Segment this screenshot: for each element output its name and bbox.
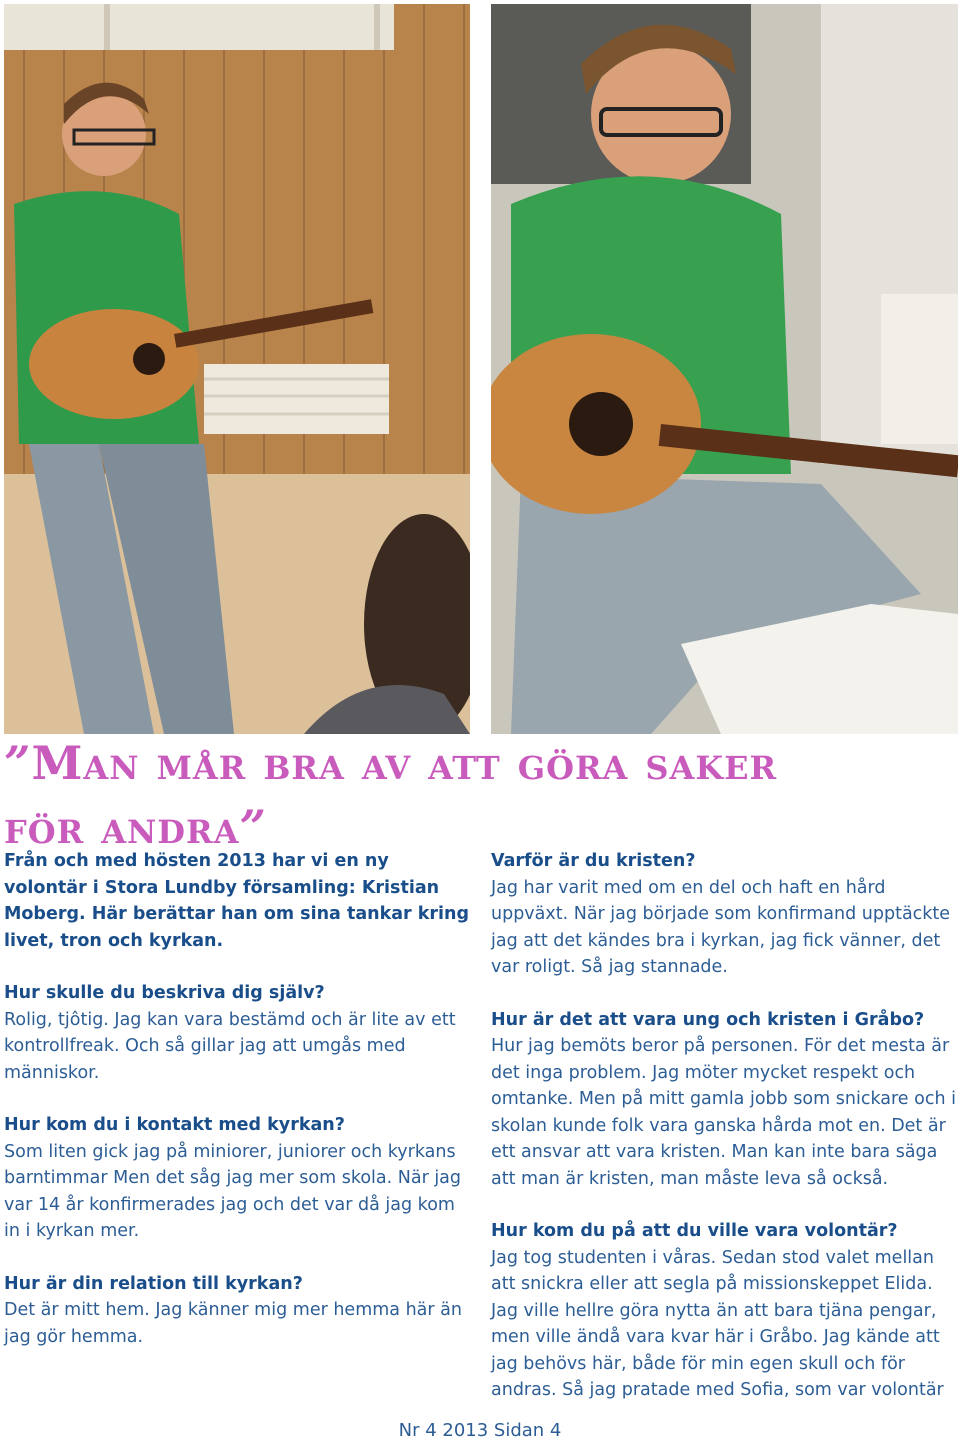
left-column xyxy=(4,848,470,1350)
answer-1: Rolig, tjôtig. Jag kan vara bestämd och är lite av ett kontrollfreak. Och så gillar jag att umgås med människor. xyxy=(4,1009,456,1083)
photo-guitarist-standing xyxy=(4,4,470,734)
close-quote: ” xyxy=(239,800,267,854)
question-6: Hur kom du på att du ville vara volontär? xyxy=(491,1221,898,1241)
photo-guitarist-seated xyxy=(491,4,958,734)
intro-paragraph: Från och med hösten 2013 har vi en ny volontär i Stora Lundby församling: Kristian Moberg. Här berättar han om sina tankar kring livet, tron och kyrkan. xyxy=(4,851,470,951)
answer-5: Hur jag bemöts beror på personen. För det mesta är det inga problem. Jag möter mycket respekt och omtanke. Men på mitt gamla jobb som snickare och i skolan kunde folk vara ganska hårda mot en. Det är ett ansvar att vara kristen. Man kan inte bara säga att man är kristen, man måste leva så också. xyxy=(491,1036,956,1189)
photo-left-illustration xyxy=(4,4,470,734)
open-quote: ” xyxy=(4,736,32,790)
headline-line-2 xyxy=(4,800,267,854)
question-4: Varför är du kristen? xyxy=(491,851,696,871)
answer-3: Det är mitt hem. Jag känner mig mer hemma här än jag gör hemma. xyxy=(4,1300,462,1347)
question-3: Hur är din relation till kyrkan? xyxy=(4,1273,303,1294)
headline-text-1: Man mår bra av att göra saker xyxy=(31,736,778,790)
question-5: Hur är det att vara ung och kristen i Gråbo? xyxy=(491,1009,925,1030)
answer-2: Som liten gick jag på miniorer, juniorer och kyrkans barntimmar Men det såg jag mer som skola. När jag var 14 år konfirmerades jag och det var då jag kom in i kyrkan mer. xyxy=(4,1141,462,1241)
headline-line-1 xyxy=(4,736,777,790)
question-1: Hur skulle du beskriva dig själv? xyxy=(4,983,325,1003)
right-column xyxy=(491,848,958,1404)
page-footer: Nr 4 2013 Sidan 4 xyxy=(398,1420,562,1441)
question-2: Hur kom du i kontakt med kyrkan? xyxy=(4,1115,345,1135)
answer-4: Jag har varit med om en del och haft en hård uppväxt. När jag började som konfirmand upptäckte jag att det kändes bra i kyrkan, jag fick vänner, det var roligt. Så jag stannade. xyxy=(491,877,951,977)
answer-6: Jag tog studenten i våras. Sedan stod valet mellan att snickra eller att segla på missionskeppet Elida. Jag ville hellre göra nytta än att bara tjäna pengar, men ville ändå vara kvar här i Gråbo. Jag kände att jag behövs här, både för min egen skull och för andras. Så jag pratade med Sofia, som var volontär xyxy=(491,1247,944,1400)
headline-text-2: för andra xyxy=(4,800,240,854)
photo-right-illustration xyxy=(491,4,958,734)
